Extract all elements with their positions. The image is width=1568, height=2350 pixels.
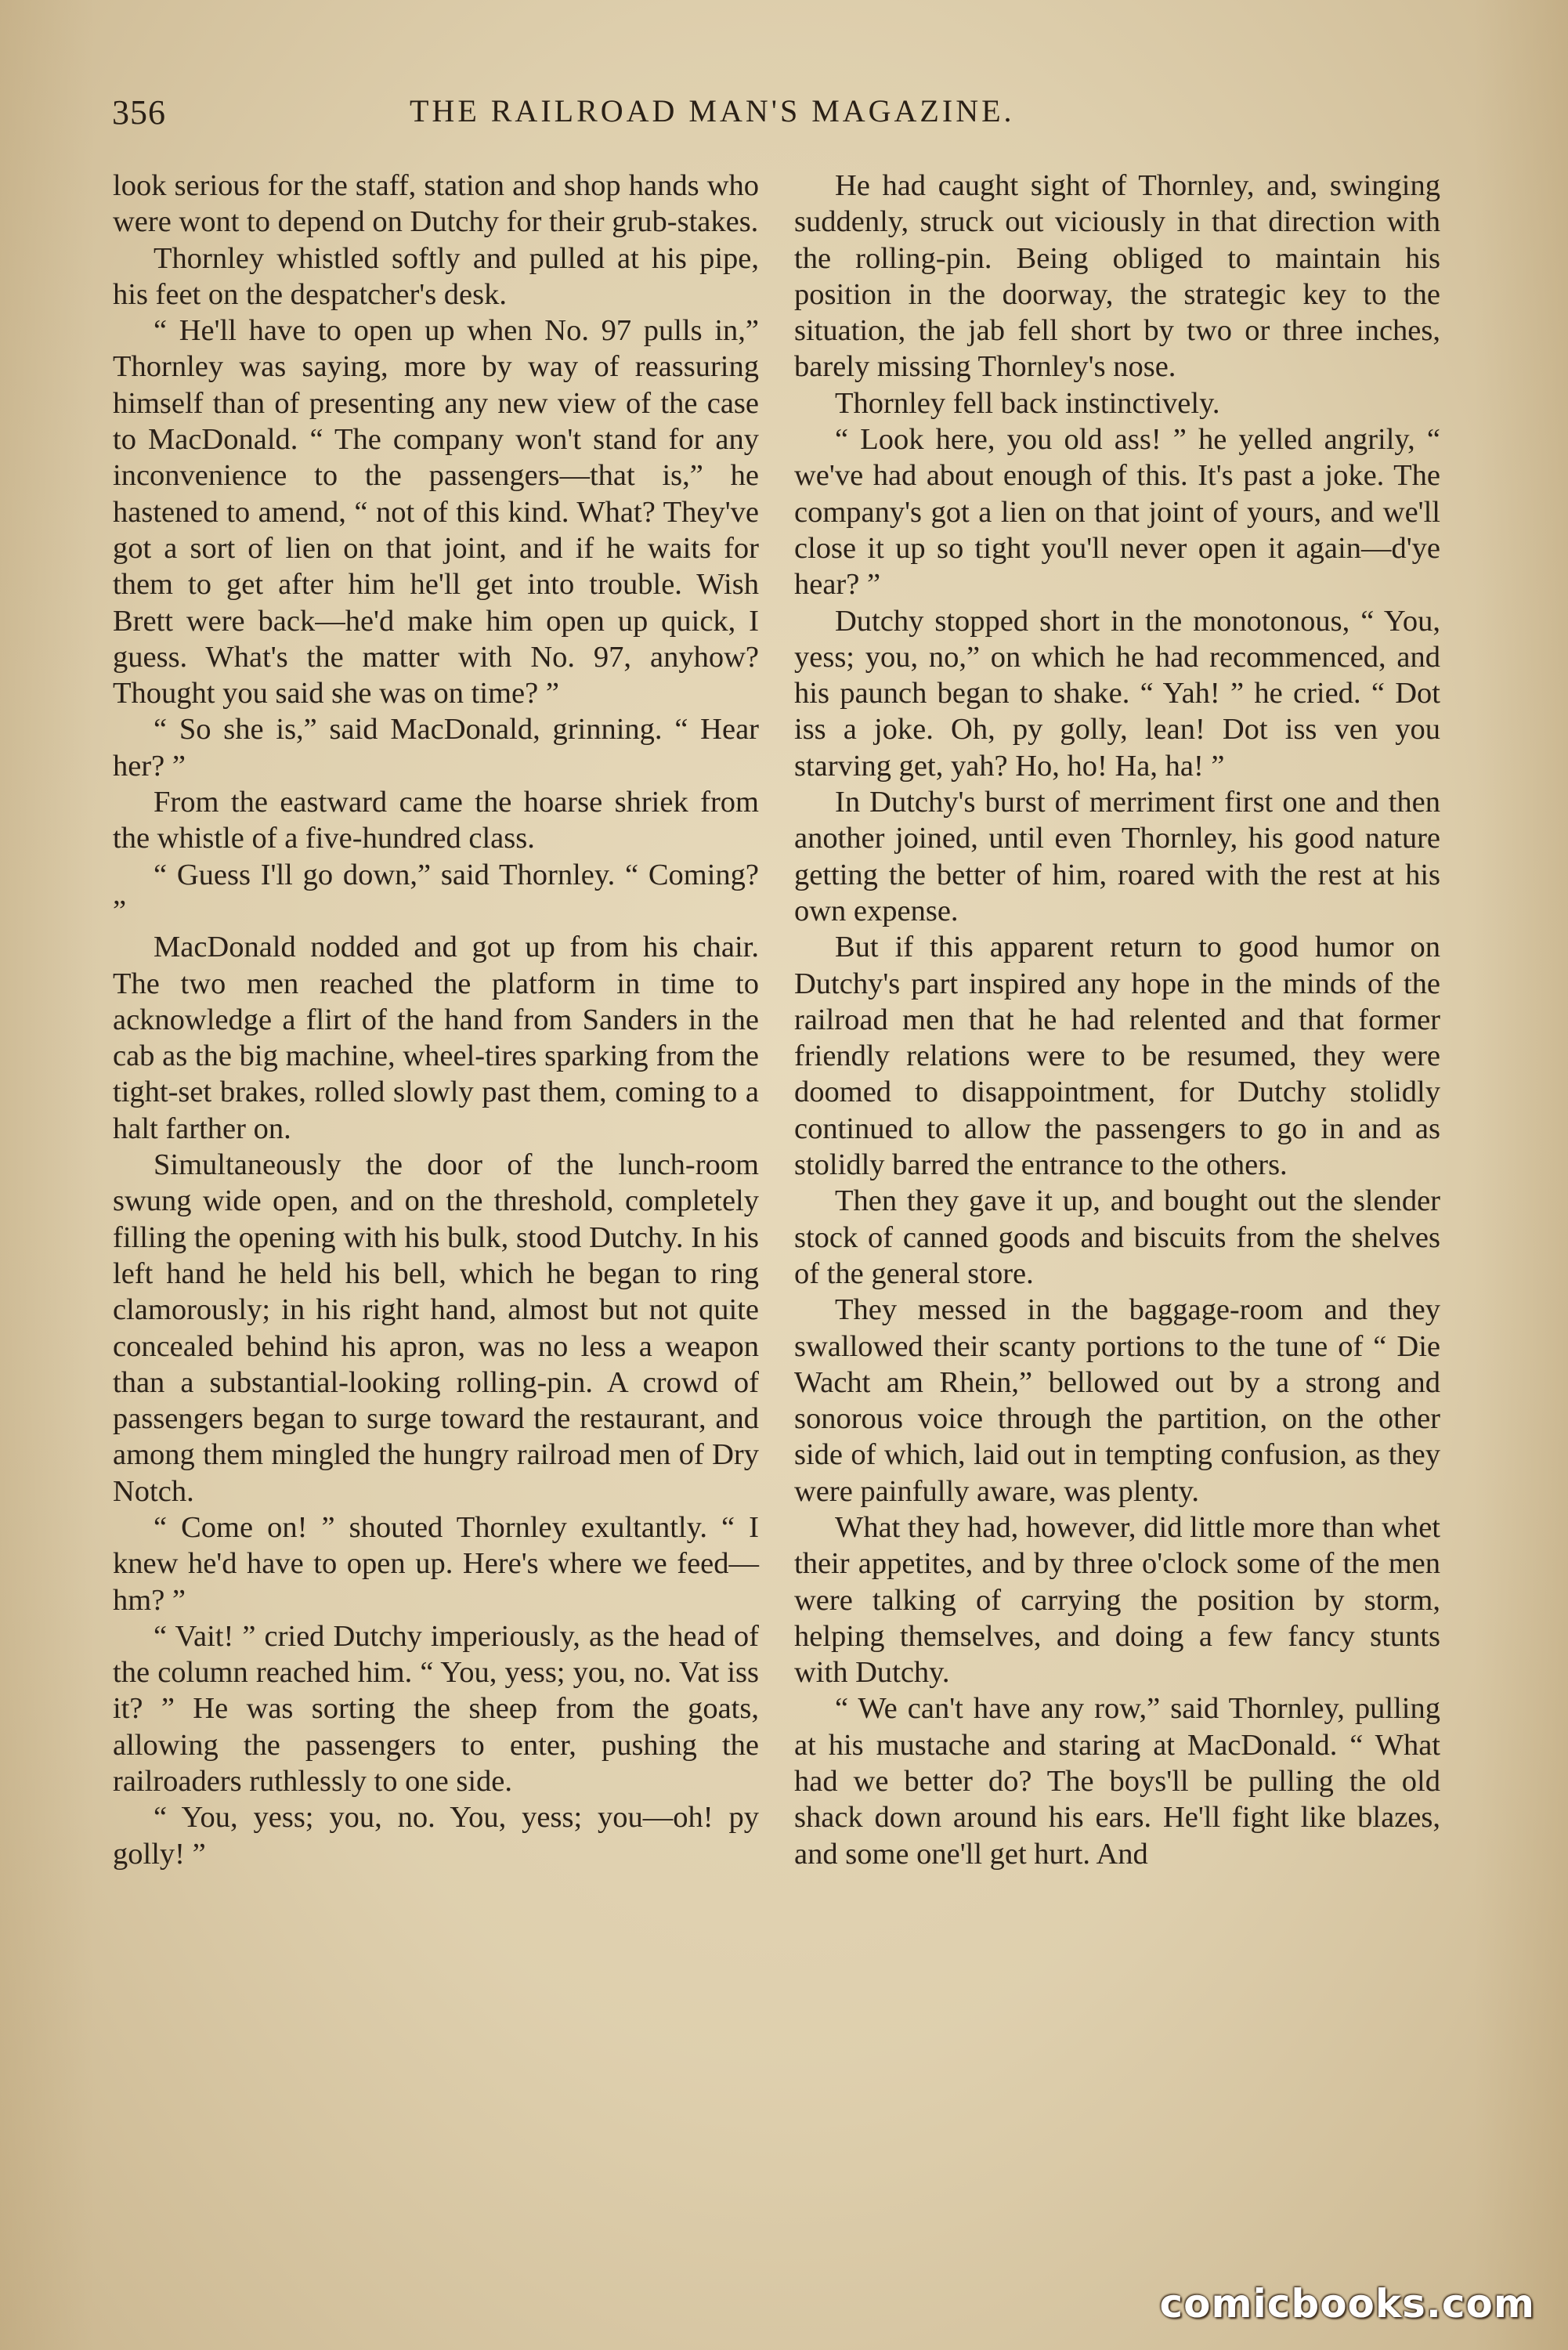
- paragraph: look serious for the staff, station and shop hands who were wont to depend on Dutchy for their grub-stakes.: [113, 169, 759, 239]
- left-column: [113, 168, 759, 1872]
- paragraph: “ He'll have to open up when No. 97 pulls in,” Thornley was saying, more by way of reassuring himself than of presenting any new view of the case to MacDonald. “ The company won't stand for any inconvenience to the passengers—that is,” he hastened to amend, “ not of this kind. What? They've got a sort of lien on that joint, and if he waits for them to get after him he'll get into trouble. Wish Brett were back—he'd make him open up quick, I guess. What's the matter with No. 97, anyhow? Thought you said she was on time? ”: [113, 314, 759, 710]
- paragraph: “ So she is,” said MacDonald, grinning. “ Hear her? ”: [113, 713, 759, 783]
- paragraph: “ Come on! ” shouted Thornley exultantly. “ I knew he'd have to open up. Here's where we feed—hm? ”: [113, 1510, 759, 1617]
- paragraph: Then they gave it up, and bought out the slender stock of canned goods and biscuits from the shelves of the general store.: [794, 1184, 1440, 1290]
- page-number: 356: [112, 93, 166, 132]
- paragraph: MacDonald nodded and got up from his chair. The two men reached the platform in time to acknowledge a flirt of the hand from Sanders in the cab as the big machine, wheel-tires sparking from the tight-set brakes, rolled slowly past them, coming to a halt farther on.: [113, 931, 759, 1145]
- page-header: [112, 88, 1443, 143]
- paragraph: Thornley whistled softly and pulled at his pipe, his feet on the despatcher's desk.: [113, 241, 759, 311]
- right-column: [794, 168, 1440, 1872]
- paragraph: They messed in the baggage-room and they swallowed their scanty portions to the tune of “ Die Wacht am Rhein,” bellowed out by a strong and sonorous voice through the partition, on the other side of which, laid out in tempting confusion, as they were painfully aware, was plenty.: [794, 1293, 1440, 1508]
- paragraph: “ Guess I'll go down,” said Thornley. “ Coming? ”: [113, 858, 759, 927]
- paragraph: Thornley fell back instinctively.: [835, 386, 1220, 420]
- paragraph: But if this apparent return to good humor on Dutchy's part inspired any hope in the minds of the railroad men that he had relented and that former friendly relations were to be resumed, they were doomed to disappointment, for Dutchy stolidly continued to allow the passengers to go in and as stolidly barred the entrance to the others.: [794, 931, 1440, 1182]
- paragraph: Dutchy stopped short in the monotonous, “ You, yess; you, no,” on which he had recommenced, and his paunch began to shake. “ Yah! ” he cried. “ Dot iss a joke. Oh, py golly, lean! Dot iss ven you starving get, yah? Ho, ho! Ha, ha! ”: [794, 604, 1440, 783]
- paragraph: “ We can't have any row,” said Thornley, pulling at his mustache and staring at MacDonald. “ What had we better do? The boys'll be pulling the old shack down around his ears. He'll fight like blazes, and some one'll get hurt. And: [794, 1692, 1440, 1871]
- paragraph: Simultaneously the door of the lunch-room swung wide open, and on the threshold, completely filling the opening with his bulk, stood Dutchy. In his left hand he held his bell, which he began to ring clamorously; in his right hand, almost but not quite concealed behind his apron, was no less a weapon than a substantial-looking rolling-pin. A crowd of passengers began to surge toward the restaurant, and among them mingled the hungry railroad men of Dry Notch.: [113, 1148, 759, 1508]
- paragraph: He had caught sight of Thornley, and, swinging suddenly, struck out viciously in that direction with the rolling-pin. Being obliged to maintain his position in the doorway, the strategic key to the situation, the jab fell short by two or three inches, barely missing Thornley's nose.: [794, 169, 1440, 384]
- paragraph: “ You, yess; you, no. You, yess; you—oh! py golly! ”: [113, 1801, 759, 1871]
- paragraph: What they had, however, did little more than whet their appetites, and by three o'clock some of the men were talking of carrying the position by storm, helping themselves, and doing a few fancy stunts with Dutchy.: [794, 1510, 1440, 1690]
- paragraph: In Dutchy's burst of merriment first one and then another joined, until even Thornley, his good nature getting the better of him, roared with the rest at his own expense.: [794, 786, 1440, 927]
- watermark-logo: comicbooks.com: [1159, 2281, 1535, 2326]
- paragraph: From the eastward came the hoarse shriek from the whistle of a five-hundred class.: [113, 786, 759, 855]
- paragraph: “ Vait! ” cried Dutchy imperiously, as the head of the column reached him. “ You, yess; you, no. Vat iss it? ” He was sorting the sheep from the goats, allowing the passengers to enter, pushing the railroaders ruthlessly to one side.: [113, 1619, 759, 1799]
- paragraph: “ Look here, you old ass! ” he yelled angrily, “ we've had about enough of this. It's past a joke. The company's got a lien on that joint of yours, and we'll close it up so tight you'll never open it again—d'ye hear? ”: [794, 423, 1440, 602]
- running-head: THE RAILROAD MAN'S MAGAZINE.: [410, 93, 1015, 128]
